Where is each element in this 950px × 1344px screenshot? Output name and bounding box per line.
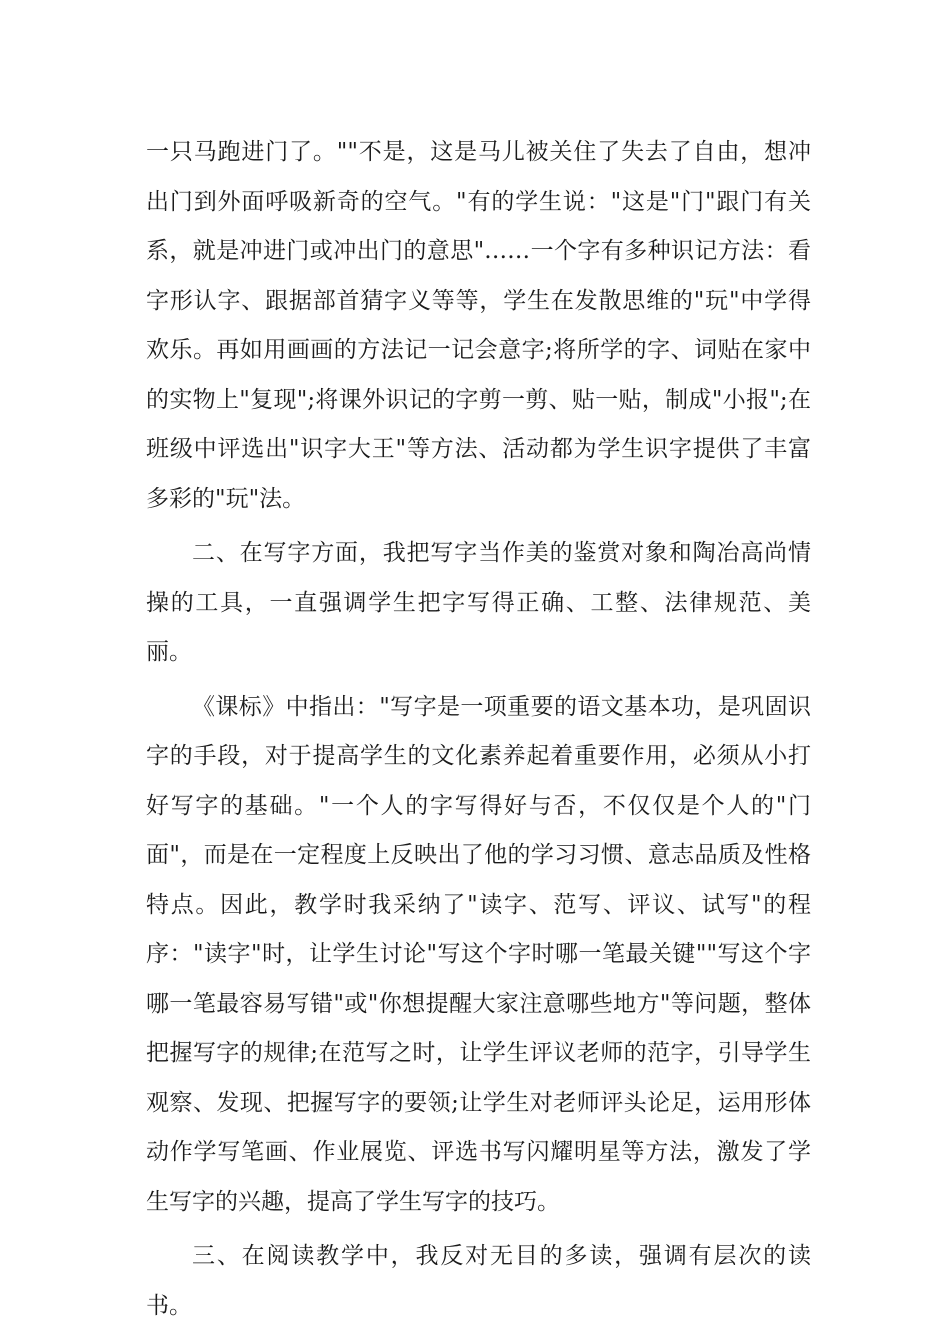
paragraph-curriculum-standard: 《课标》中指出："写字是一项重要的语文基本功，是巩固识字的手段，对于提高学生的文化素养起着重要作用，必须从小打好写字的基础。"一个人的字写得好与否，不仅仅是个人的"门面"，而是在一定程度上反映出了他的学习习惯、意志品质及性格特点。因此，教学时我采纳了"读字、范写、评议、试写"的程序："读字"时，让学生讨论"写这个字时哪一笔最关键""写这个字哪一笔最容易写错"或"你想提醒大家注意哪些地方"等问题，整体把握写字的规律;在范写之时，让学生评议老师的范字，引导学生观察、发现、把握写字的要领;让学生对老师评头论足，运用形体动作学写笔画、作业展览、评选书写闪耀明星等方法，激发了学生写字的兴趣，提高了学生写字的技巧。 — [146, 693, 811, 1215]
paragraph-literacy-methods: 一只马跑进门了。""不是，这是马儿被关住了失去了自由，想冲出门到外面呼吸新奇的空气。"有的学生说："这是"门"跟门有关系，就是冲进门或冲出门的意思"……一个字有多种识记方法：看字形认字、跟据部首猜字义等等，学生在发散思维的"玩"中学得欢乐。再如用画画的方法记一记会意字;将所学的字、词贴在家中的实物上"复现";将课外识记的字剪一剪、贴一贴，制成"小报";在班级中评选出"识字大王"等方法、活动都为学生识字提供了丰富多彩的"玩"法。 — [146, 139, 811, 512]
document-body — [146, 128, 811, 1336]
paragraph-writing-section-heading: 二、在写字方面，我把写字当作美的鉴赏对象和陶冶高尚情操的工具，一直强调学生把字写得正确、工整、法律规范、美丽。 — [146, 540, 811, 665]
paragraph-reading-section-heading: 三、在阅读教学中，我反对无目的多读，强调有层次的读书。 — [146, 1243, 811, 1319]
